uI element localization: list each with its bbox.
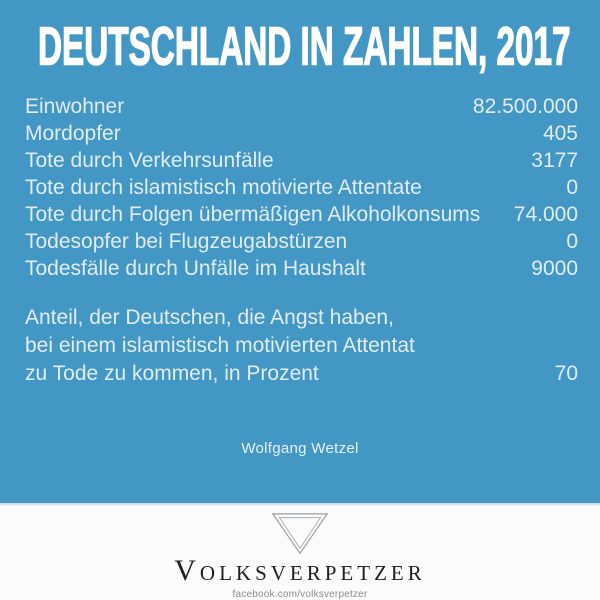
stat-row — [25, 120, 578, 147]
stat-value: 405 — [542, 122, 578, 145]
stat-value: 0 — [566, 230, 578, 253]
stat-row — [25, 147, 578, 174]
stat-value: 82.500.000 — [472, 95, 578, 118]
stat-label: Mordopfer — [25, 122, 121, 145]
fear-statistic — [25, 304, 578, 388]
stat-row — [25, 228, 578, 255]
facebook-url: facebook.com/volksverpetzer — [232, 589, 368, 600]
stat-value: 9000 — [531, 257, 578, 280]
wordmark-initial: V — [174, 554, 200, 587]
fear-last-line — [25, 360, 578, 388]
fear-value: 70 — [554, 362, 578, 385]
stat-row — [25, 201, 578, 228]
stat-row — [25, 93, 578, 120]
fear-line: zu Tode zu kommen, in Prozent — [25, 362, 319, 385]
stat-row — [25, 174, 578, 201]
stat-label: Tote durch Folgen übermäßigen Alkoholkonsums — [25, 203, 481, 226]
wordmark-rest: OLKSVERPETZER — [199, 561, 426, 585]
volksverpetzer-wordmark — [174, 556, 426, 586]
stat-label: Tote durch Verkehrsunfälle — [25, 149, 274, 172]
stat-value: 74.000 — [513, 203, 578, 226]
branding-footer — [0, 503, 600, 600]
stat-value: 3177 — [531, 149, 578, 172]
stat-label: Todesopfer bei Flugzeugabstürzen — [25, 230, 348, 253]
stat-label: Einwohner — [25, 95, 125, 118]
stat-row — [25, 255, 578, 282]
author-credit: Wolfgang Wetzel — [241, 440, 359, 457]
fear-line: bei einem islamistisch motivierten Attentat — [25, 334, 415, 357]
stat-label: Tote durch islamistisch motivierte Attentate — [25, 176, 422, 199]
fear-line: Anteil, der Deutschen, die Angst haben, — [25, 306, 394, 329]
stat-value: 0 — [566, 176, 578, 199]
inverted-triangle-outline-icon — [268, 512, 332, 555]
poster-title: DEUTSCHLAND IN ZAHLEN, 2017 — [38, 16, 571, 78]
stat-label: Todesfälle durch Unfälle im Haushalt — [25, 257, 366, 280]
statistics-list — [25, 93, 578, 282]
